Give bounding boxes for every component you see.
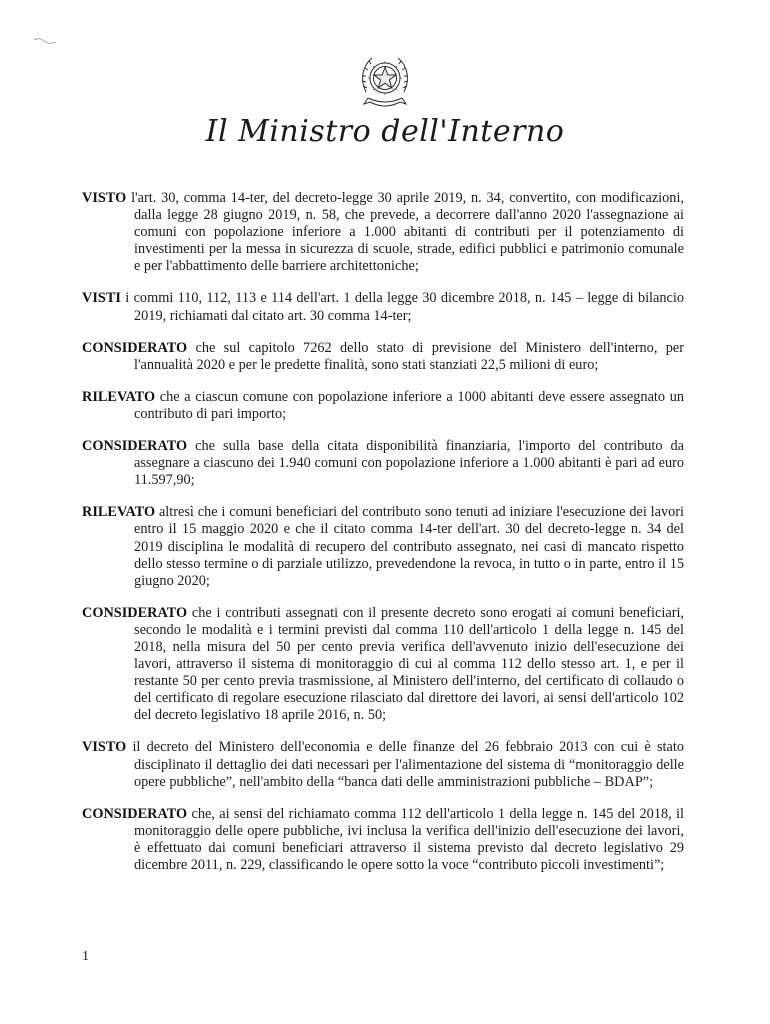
paragraph-keyword: CONSIDERATO	[82, 805, 188, 822]
paragraph-text: che, ai sensi del richiamato comma 112 dell'articolo 1 della legge n. 145 del 2018, il monitoraggio delle opere pubbliche, ivi inclusa la verifica dell'inizio dell'esecuzione dei lavori, è effettuato dai comuni beneficiari attraverso il sistema previsto dal decreto legislativo 29 dicembre 2011, n. 229, classificando le opere sotto la voce “contributo piccoli investimenti”;	[134, 805, 684, 873]
paragraph-considerato-4	[82, 806, 684, 874]
paragraph-text: altresì che i comuni beneficiari del contributo sono tenuti ad iniziare l'esecuzione dei lavori entro il 15 maggio 2020 e che il citato comma 14-ter dell'art. 30 del decreto-legge n. 34 del 2019 disciplina le modalità di recupero del contributo assegnato, nei casi di mancato rispetto dello stesso termine o di parziale utilizzo, prevedendone la revoca, in tutto o in parte, entro il 15 giugno 2020;	[134, 504, 684, 589]
paragraph-keyword: RILEVATO	[82, 388, 156, 405]
paragraph-considerato-2	[82, 438, 684, 489]
paragraph-rilevato-2	[82, 504, 684, 589]
paragraph-keyword: RILEVATO	[82, 504, 156, 521]
paragraph-considerato-1	[82, 340, 684, 374]
italian-republic-emblem-icon	[358, 52, 412, 116]
paragraph-text: l'art. 30, comma 14-ter, del decreto-legge 30 aprile 2019, n. 34, convertito, con modificazioni, dalla legge 28 giugno 2019, n. 58, che prevede, a decorrere dall'anno 2020 l'assegnazione ai comuni con popolazione inferiore a 1.000 abitanti di contributi per il potenziamento di investimenti per la messa in sicurezza di scuole, strade, edifici pubblici e patrimonio comunale e per l'abbattimento delle barriere architettoniche;	[126, 190, 684, 275]
paragraph-keyword: VISTI	[82, 290, 121, 307]
paragraph-text: che sulla base della citata disponibilità finanziaria, l'importo del contributo da assegnare a ciascuno dei 1.940 comuni con popolazione inferiore a 1.000 abitanti è pari ad euro 11.597,90;	[134, 438, 684, 489]
paragraph-keyword: VISTO	[82, 739, 127, 756]
paragraph-keyword: CONSIDERATO	[82, 339, 188, 356]
paragraph-keyword: VISTO	[82, 190, 127, 206]
scan-mark-icon	[32, 34, 58, 46]
paragraph-text: il decreto del Ministero dell'economia e delle finanze del 26 febbraio 2013 con cui è stato disciplinato il dettaglio dei dati necessari per l'alimentazione del sistema di “monitoraggio delle opere pubbliche”, nell'ambito della “banca dati delle amministrazioni pubbliche – BDAP”;	[126, 739, 684, 790]
paragraph-rilevato-1	[82, 389, 684, 423]
paragraph-visti	[82, 290, 684, 324]
paragraph-text: che i contributi assegnati con il presente decreto sono erogati ai comuni beneficiari, secondo le modalità e i termini previsti dal comma 110 dell'articolo 1 della legge n. 145 del 2018, nella misura del 50 per cento previa verifica dell'avvenuto inizio dell'esecuzione dei lavori, attraverso il sistema di monitoraggio di cui al comma 112 dello stesso art. 1, e per il restante 50 per cento previa trasmissione, al Ministero dell'interno, del certificato di collaudo o del certificato di regolare esecuzione rilasciato dal direttore dei lavori, ai sensi dell'articolo 102 del decreto legislativo 18 aprile 2016, n. 50;	[134, 604, 684, 724]
paragraph-considerato-3	[82, 605, 684, 725]
ministry-title: Il Ministro dell'Interno	[205, 114, 565, 149]
paragraph-visto-2	[82, 739, 684, 790]
page-number: 1	[82, 949, 89, 964]
paragraph-text: che sul capitolo 7262 dello stato di previsione del Ministero dell'interno, per l'annualità 2020 e per le predette finalità, sono stati stanziati 22,5 milioni di euro;	[134, 339, 684, 373]
paragraph-keyword: CONSIDERATO	[82, 604, 188, 621]
paragraph-visto-1	[82, 190, 684, 275]
paragraph-text: che a ciascun comune con popolazione inferiore a 1000 abitanti deve essere assegnato un contributo di pari importo;	[134, 388, 684, 422]
paragraph-keyword: CONSIDERATO	[82, 438, 188, 455]
paragraph-text: i commi 110, 112, 113 e 114 dell'art. 1 della legge 30 dicembre 2018, n. 145 – legge di bilancio 2019, richiamati dal citato art. 30 comma 14-ter;	[120, 290, 684, 324]
decree-body	[82, 190, 684, 889]
